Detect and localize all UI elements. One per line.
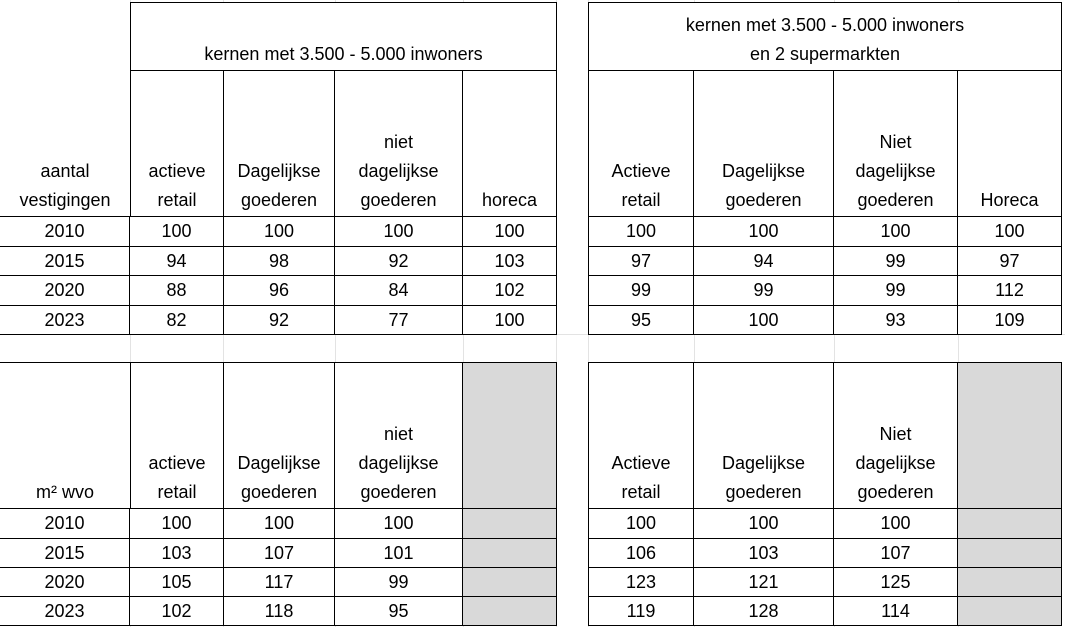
empty-gray-cell: [463, 539, 557, 568]
table-cell: 103: [130, 539, 224, 568]
empty-gray-cell: [463, 597, 557, 626]
table-cell: 109: [958, 306, 1062, 335]
table-cell: 102: [130, 597, 224, 626]
empty-gray-cell: [463, 509, 557, 539]
table-cell: 95: [335, 597, 463, 626]
table-cell: 95: [588, 306, 694, 335]
table-cell: 100: [463, 217, 557, 247]
top-left-row-label: aantal vestigingen: [0, 71, 130, 217]
top-left-col-header: Dagelijkse goederen: [224, 71, 335, 217]
table-cell: 100: [588, 217, 694, 247]
table-cell: 100: [834, 509, 958, 539]
table-cell: 82: [130, 306, 224, 335]
table-cell: 99: [834, 247, 958, 276]
bottom-left-year: 2023: [0, 597, 130, 626]
bottom-left-col-header: Dagelijkse goederen: [224, 362, 335, 509]
table-cell: 96: [224, 276, 335, 306]
table-cell: 100: [130, 217, 224, 247]
bottom-left-year: 2010: [0, 509, 130, 539]
table-cell: 100: [834, 217, 958, 247]
table-cell: 94: [130, 247, 224, 276]
table-cell: 107: [224, 539, 335, 568]
top-right-col-header: Dagelijkse goederen: [694, 71, 834, 217]
bottom-right-col-header: Dagelijkse goederen: [694, 362, 834, 509]
table-cell: 100: [224, 217, 335, 247]
bottom-left-year: 2020: [0, 568, 130, 597]
bottom-right-col-header: Niet dagelijkse goederen: [834, 362, 958, 509]
table-cell: 99: [335, 568, 463, 597]
table-cell: 100: [224, 509, 335, 539]
table-cell: 102: [463, 276, 557, 306]
table-cell: 125: [834, 568, 958, 597]
top-left-year: 2020: [0, 276, 130, 306]
table-cell: 100: [694, 509, 834, 539]
table-cell: 100: [694, 217, 834, 247]
table-cell: 100: [130, 509, 224, 539]
table-cell: 112: [958, 276, 1062, 306]
top-right-group-header: kernen met 3.500 - 5.000 inwoners en 2 supermarkten: [588, 2, 1062, 71]
top-left-col-header: niet dagelijkse goederen: [335, 71, 463, 217]
table-cell: 107: [834, 539, 958, 568]
table-cell: 117: [224, 568, 335, 597]
empty-gray-cell: [958, 597, 1062, 626]
table-cell: 92: [335, 247, 463, 276]
bottom-right-col-header: Actieve retail: [588, 362, 694, 509]
table-cell: 92: [224, 306, 335, 335]
table-cell: 97: [588, 247, 694, 276]
table-cell: 98: [224, 247, 335, 276]
top-left-year: 2010: [0, 217, 130, 247]
bottom-left-row-label: m² wvo: [0, 362, 130, 509]
empty-gray-cell: [958, 568, 1062, 597]
table-cell: 88: [130, 276, 224, 306]
empty-gray-cell: [463, 362, 557, 509]
table-cell: 118: [224, 597, 335, 626]
table-cell: 97: [958, 247, 1062, 276]
table-cell: 100: [463, 306, 557, 335]
table-cell: 103: [694, 539, 834, 568]
table-cell: 128: [694, 597, 834, 626]
top-left-col-header: actieve retail: [130, 71, 224, 217]
table-cell: 106: [588, 539, 694, 568]
table-cell: 100: [335, 217, 463, 247]
table-cell: 100: [588, 509, 694, 539]
bottom-left-col-header: actieve retail: [130, 362, 224, 509]
top-left-year: 2023: [0, 306, 130, 335]
top-left-year: 2015: [0, 247, 130, 276]
table-cell: 99: [694, 276, 834, 306]
table-cell: 100: [694, 306, 834, 335]
top-right-col-header: Actieve retail: [588, 71, 694, 217]
table-cell: 84: [335, 276, 463, 306]
top-right-col-header: Horeca: [958, 71, 1062, 217]
empty-gray-cell: [463, 568, 557, 597]
table-cell: 121: [694, 568, 834, 597]
table-cell: 77: [335, 306, 463, 335]
empty-gray-cell: [958, 539, 1062, 568]
top-left-group-header: kernen met 3.500 - 5.000 inwoners: [130, 2, 557, 71]
empty-gray-cell: [958, 362, 1062, 509]
bottom-left-col-header: niet dagelijkse goederen: [335, 362, 463, 509]
table-cell: 99: [588, 276, 694, 306]
table-cell: 99: [834, 276, 958, 306]
top-left-col-header: horeca: [463, 71, 557, 217]
table-cell: 114: [834, 597, 958, 626]
empty-gray-cell: [958, 509, 1062, 539]
table-cell: 100: [958, 217, 1062, 247]
table-cell: 103: [463, 247, 557, 276]
table-cell: 100: [335, 509, 463, 539]
table-cell: 93: [834, 306, 958, 335]
table-cell: 94: [694, 247, 834, 276]
table-cell: 119: [588, 597, 694, 626]
table-cell: 105: [130, 568, 224, 597]
bottom-left-year: 2015: [0, 539, 130, 568]
top-right-col-header: Niet dagelijkse goederen: [834, 71, 958, 217]
table-cell: 123: [588, 568, 694, 597]
table-cell: 101: [335, 539, 463, 568]
